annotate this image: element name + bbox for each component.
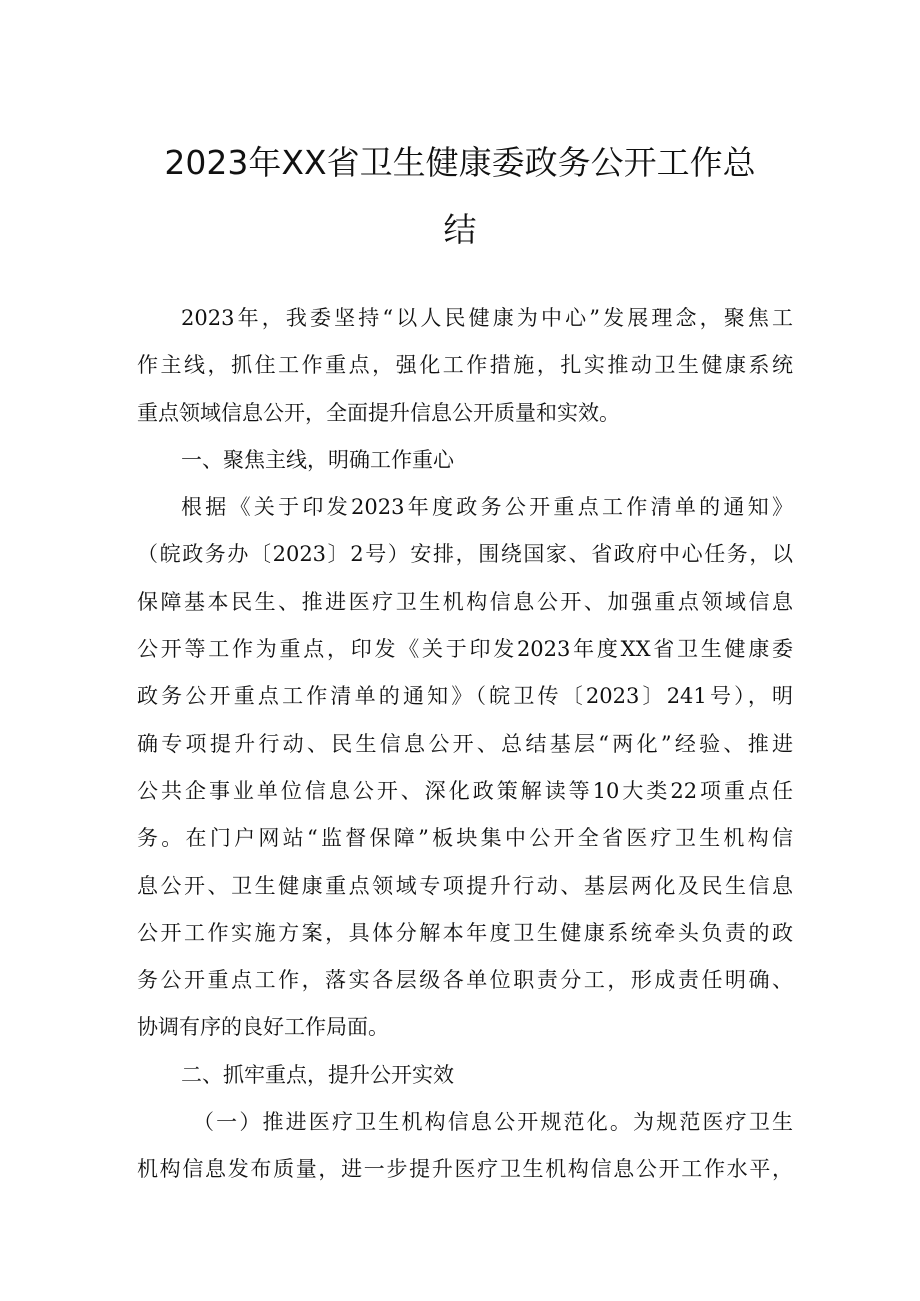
paragraph-line: 公开等工作为重点，印发《关于印发2023年度XX省卫生健康委	[137, 637, 793, 662]
paragraph-line: 重点领域信息公开，全面提升信息公开质量和实效。	[137, 400, 620, 425]
paragraph-line: 息公开、卫生健康重点领域专项提升行动、基层两化及民生信息	[137, 873, 793, 898]
paragraph-line: 协调有序的良好工作局面。	[137, 1015, 389, 1040]
paragraph-line: 公共企事业单位信息公开、深化政策解读等10大类22项重点任	[137, 778, 793, 803]
document-body	[137, 303, 793, 1202]
paragraph-line: （皖政务办〔2023〕2号）安排，围绕国家、省政府中心任务，以	[137, 542, 793, 567]
paragraph-line: 政务公开重点工作清单的通知》（皖卫传〔2023〕241号），明	[137, 684, 793, 709]
document-title-line-2: 结	[443, 210, 477, 249]
section-heading: 二、抓牢重点，提升公开实效	[181, 1062, 454, 1087]
document-title-line-1: 2023年XX省卫生健康委政务公开工作总	[164, 143, 756, 182]
paragraph-line: 务公开重点工作，落实各层级各单位职责分工，形成责任明确、	[137, 968, 793, 993]
paragraph-line: 机构信息发布质量，进一步提升医疗卫生机构信息公开工作水平，	[137, 1157, 793, 1182]
paragraph-line: 根据《关于印发2023年度政务公开重点工作清单的通知》	[181, 495, 793, 520]
paragraph-line: 保障基本民生、推进医疗卫生机构信息公开、加强重点领域信息	[137, 589, 793, 614]
paragraph-line: 确专项提升行动、民生信息公开、总结基层“两化”经验、推进	[137, 731, 793, 756]
paragraph-line: 2023年，我委坚持“以人民健康为中心”发展理念，聚焦工	[181, 306, 793, 330]
section-heading: 一、聚焦主线，明确工作重心	[181, 447, 454, 472]
paragraph-line: 务。在门户网站“监督保障”板块集中公开全省医疗卫生机构信	[137, 826, 793, 851]
paragraph-line: 作主线，抓住工作重点，强化工作措施，扎实推动卫生健康系统	[137, 353, 793, 378]
paragraph-line: 公开工作实施方案，具体分解本年度卫生健康系统牵头负责的政	[137, 920, 793, 945]
subsection-heading: （一）推进医疗卫生机构信息公开规范化。为规范医疗卫生	[193, 1110, 793, 1135]
